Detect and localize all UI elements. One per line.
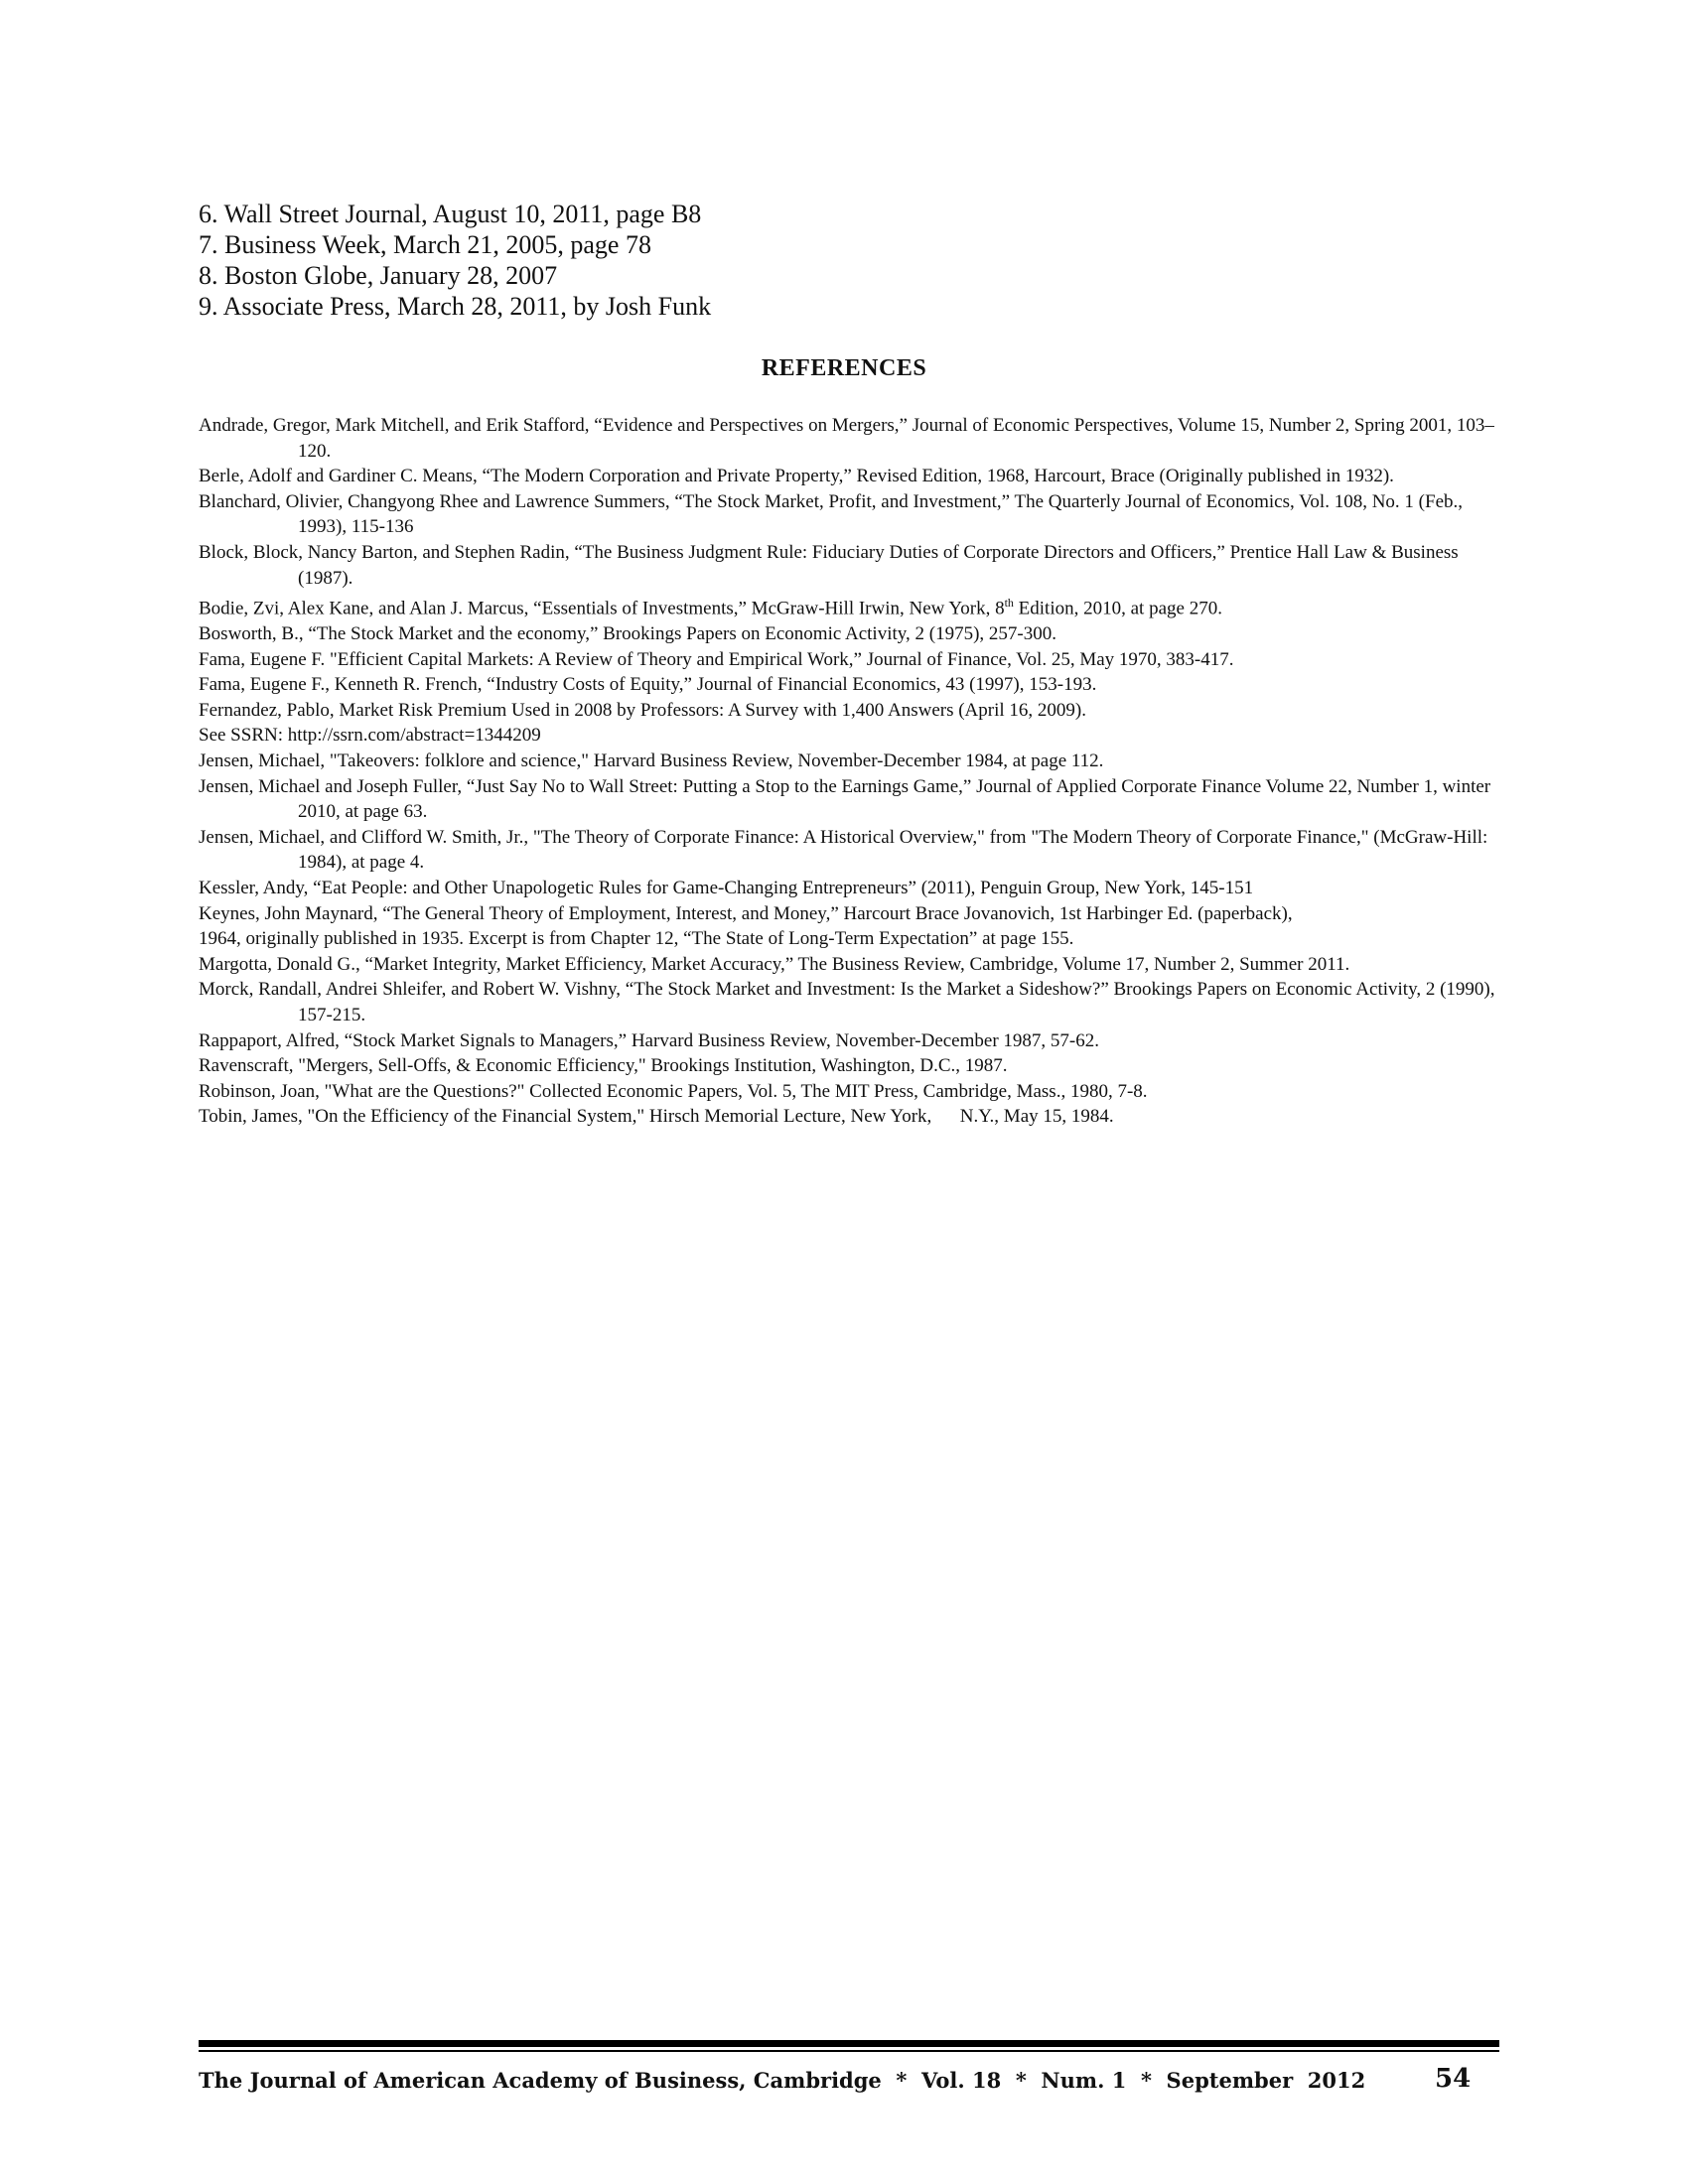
- reference-item: Robinson, Joan, "What are the Questions?" Collected Economic Papers, Vol. 5, The MIT Press, Cambridge, Mass., 1980, 7-8.: [199, 1080, 1148, 1102]
- endnote-item: 8. Boston Globe, January 28, 2007: [199, 261, 558, 290]
- reference-item: Block, Block, Nancy Barton, and Stephen Radin, “The Business Judgment Rule: Fiduciary Duties of Corporate Directors and Officers,” Prentice Hall Law & Business (1987).: [199, 541, 1459, 589]
- reference-item: Jensen, Michael, and Clifford W. Smith, Jr., "The Theory of Corporate Finance: A Historical Overview," from "The Modern Theory of Corporate Finance," (McGraw-Hill: 1984), at page 4.: [199, 826, 1488, 874]
- reference-text: Bodie, Zvi, Alex Kane, and Alan J. Marcus, “Essentials of Investments,” McGraw-Hill Irwin, New York, 8: [199, 598, 1005, 619]
- reference-item: Fernandez, Pablo, Market Risk Premium Used in 2008 by Professors: A Survey with 1,400 Answers (April 16, 2009).: [199, 699, 1086, 721]
- reference-item: Fama, Eugene F. "Efficient Capital Markets: A Review of Theory and Empirical Work,” Journal of Finance, Vol. 25, May 1970, 383-417.: [199, 648, 1234, 670]
- reference-text: Edition, 2010, at page 270.: [1013, 598, 1222, 619]
- footer-divider: [199, 2050, 1499, 2052]
- reference-item: Berle, Adolf and Gardiner C. Means, “The Modern Corporation and Private Property,” Revised Edition, 1968, Harcourt, Brace (Originally published in 1932).: [199, 466, 1394, 487]
- reference-item: Jensen, Michael, "Takeovers: folklore and science," Harvard Business Review, November-December 1984, at page 112.: [199, 751, 1104, 772]
- reference-item: Keynes, John Maynard, “The General Theory of Employment, Interest, and Money,” Harcourt Brace Jovanovich, 1st Harbinger Ed. (paperback),: [199, 902, 1293, 924]
- page-number: 54: [1435, 2064, 1472, 2094]
- footer-journal-citation: The Journal of American Academy of Business, Cambridge * Vol. 18 * Num. 1 * September 2012: [199, 2068, 1366, 2093]
- reference-item: See SSRN: http://ssrn.com/abstract=1344209: [199, 725, 541, 747]
- endnote-item: 9. Associate Press, March 28, 2011, by Josh Funk: [199, 292, 712, 321]
- references-heading: REFERENCES: [761, 355, 927, 381]
- reference-item: Fama, Eugene F., Kenneth R. French, “Industry Costs of Equity,” Journal of Financial Economics, 43 (1997), 153-193.: [199, 674, 1097, 696]
- references-list: [199, 413, 1499, 1130]
- superscript: th: [1004, 596, 1014, 611]
- reference-item: Morck, Randall, Andrei Shleifer, and Robert W. Vishny, “The Stock Market and Investment: Is the Market a Sideshow?” Brookings Papers on Economic Activity, 2 (1990), 157-215.: [199, 979, 1495, 1025]
- reference-item: [199, 591, 1499, 621]
- reference-item: Margotta, Donald G., “Market Integrity, Market Efficiency, Market Accuracy,” The Business Review, Cambridge, Volume 17, Number 2, Summer 2011.: [199, 953, 1350, 975]
- reference-item: Ravenscraft, "Mergers, Sell-Offs, & Economic Efficiency," Brookings Institution, Washington, D.C., 1987.: [199, 1055, 1008, 1077]
- reference-item: 1964, originally published in 1935. Excerpt is from Chapter 12, “The State of Long-Term Expectation” at page 155.: [199, 928, 1074, 950]
- footer-divider: [199, 2040, 1499, 2047]
- reference-item: Andrade, Gregor, Mark Mitchell, and Erik Stafford, “Evidence and Perspectives on Mergers,” Journal of Economic Perspectives, Volume 15, Number 2, Spring 2001, 103–120.: [199, 415, 1494, 462]
- reference-item: Kessler, Andy, “Eat People: and Other Unapologetic Rules for Game-Changing Entrepreneurs” (2011), Penguin Group, New York, 145-151: [199, 878, 1254, 899]
- reference-item: Tobin, James, "On the Efficiency of the Financial System," Hirsch Memorial Lecture, New York, N.Y., May 15, 1984.: [199, 1106, 1114, 1128]
- endnote-item: 7. Business Week, March 21, 2005, page 78: [199, 230, 651, 259]
- endnote-item: 6. Wall Street Journal, August 10, 2011, page B8: [199, 200, 702, 228]
- reference-item: Bosworth, B., “The Stock Market and the economy,” Brookings Papers on Economic Activity, 2 (1975), 257-300.: [199, 623, 1056, 645]
- reference-item: Rappaport, Alfred, “Stock Market Signals to Managers,” Harvard Business Review, November-December 1987, 57-62.: [199, 1029, 1099, 1051]
- reference-item: Blanchard, Olivier, Changyong Rhee and Lawrence Summers, “The Stock Market, Profit, and Investment,” The Quarterly Journal of Economics, Vol. 108, No. 1 (Feb., 1993), 115-136: [199, 490, 1463, 538]
- reference-item: Jensen, Michael and Joseph Fuller, “Just Say No to Wall Street: Putting a Stop to the Earnings Game,” Journal of Applied Corporate Finance Volume 22, Number 1, winter 2010, at page 63.: [199, 775, 1491, 823]
- endnotes-list: [199, 199, 1489, 322]
